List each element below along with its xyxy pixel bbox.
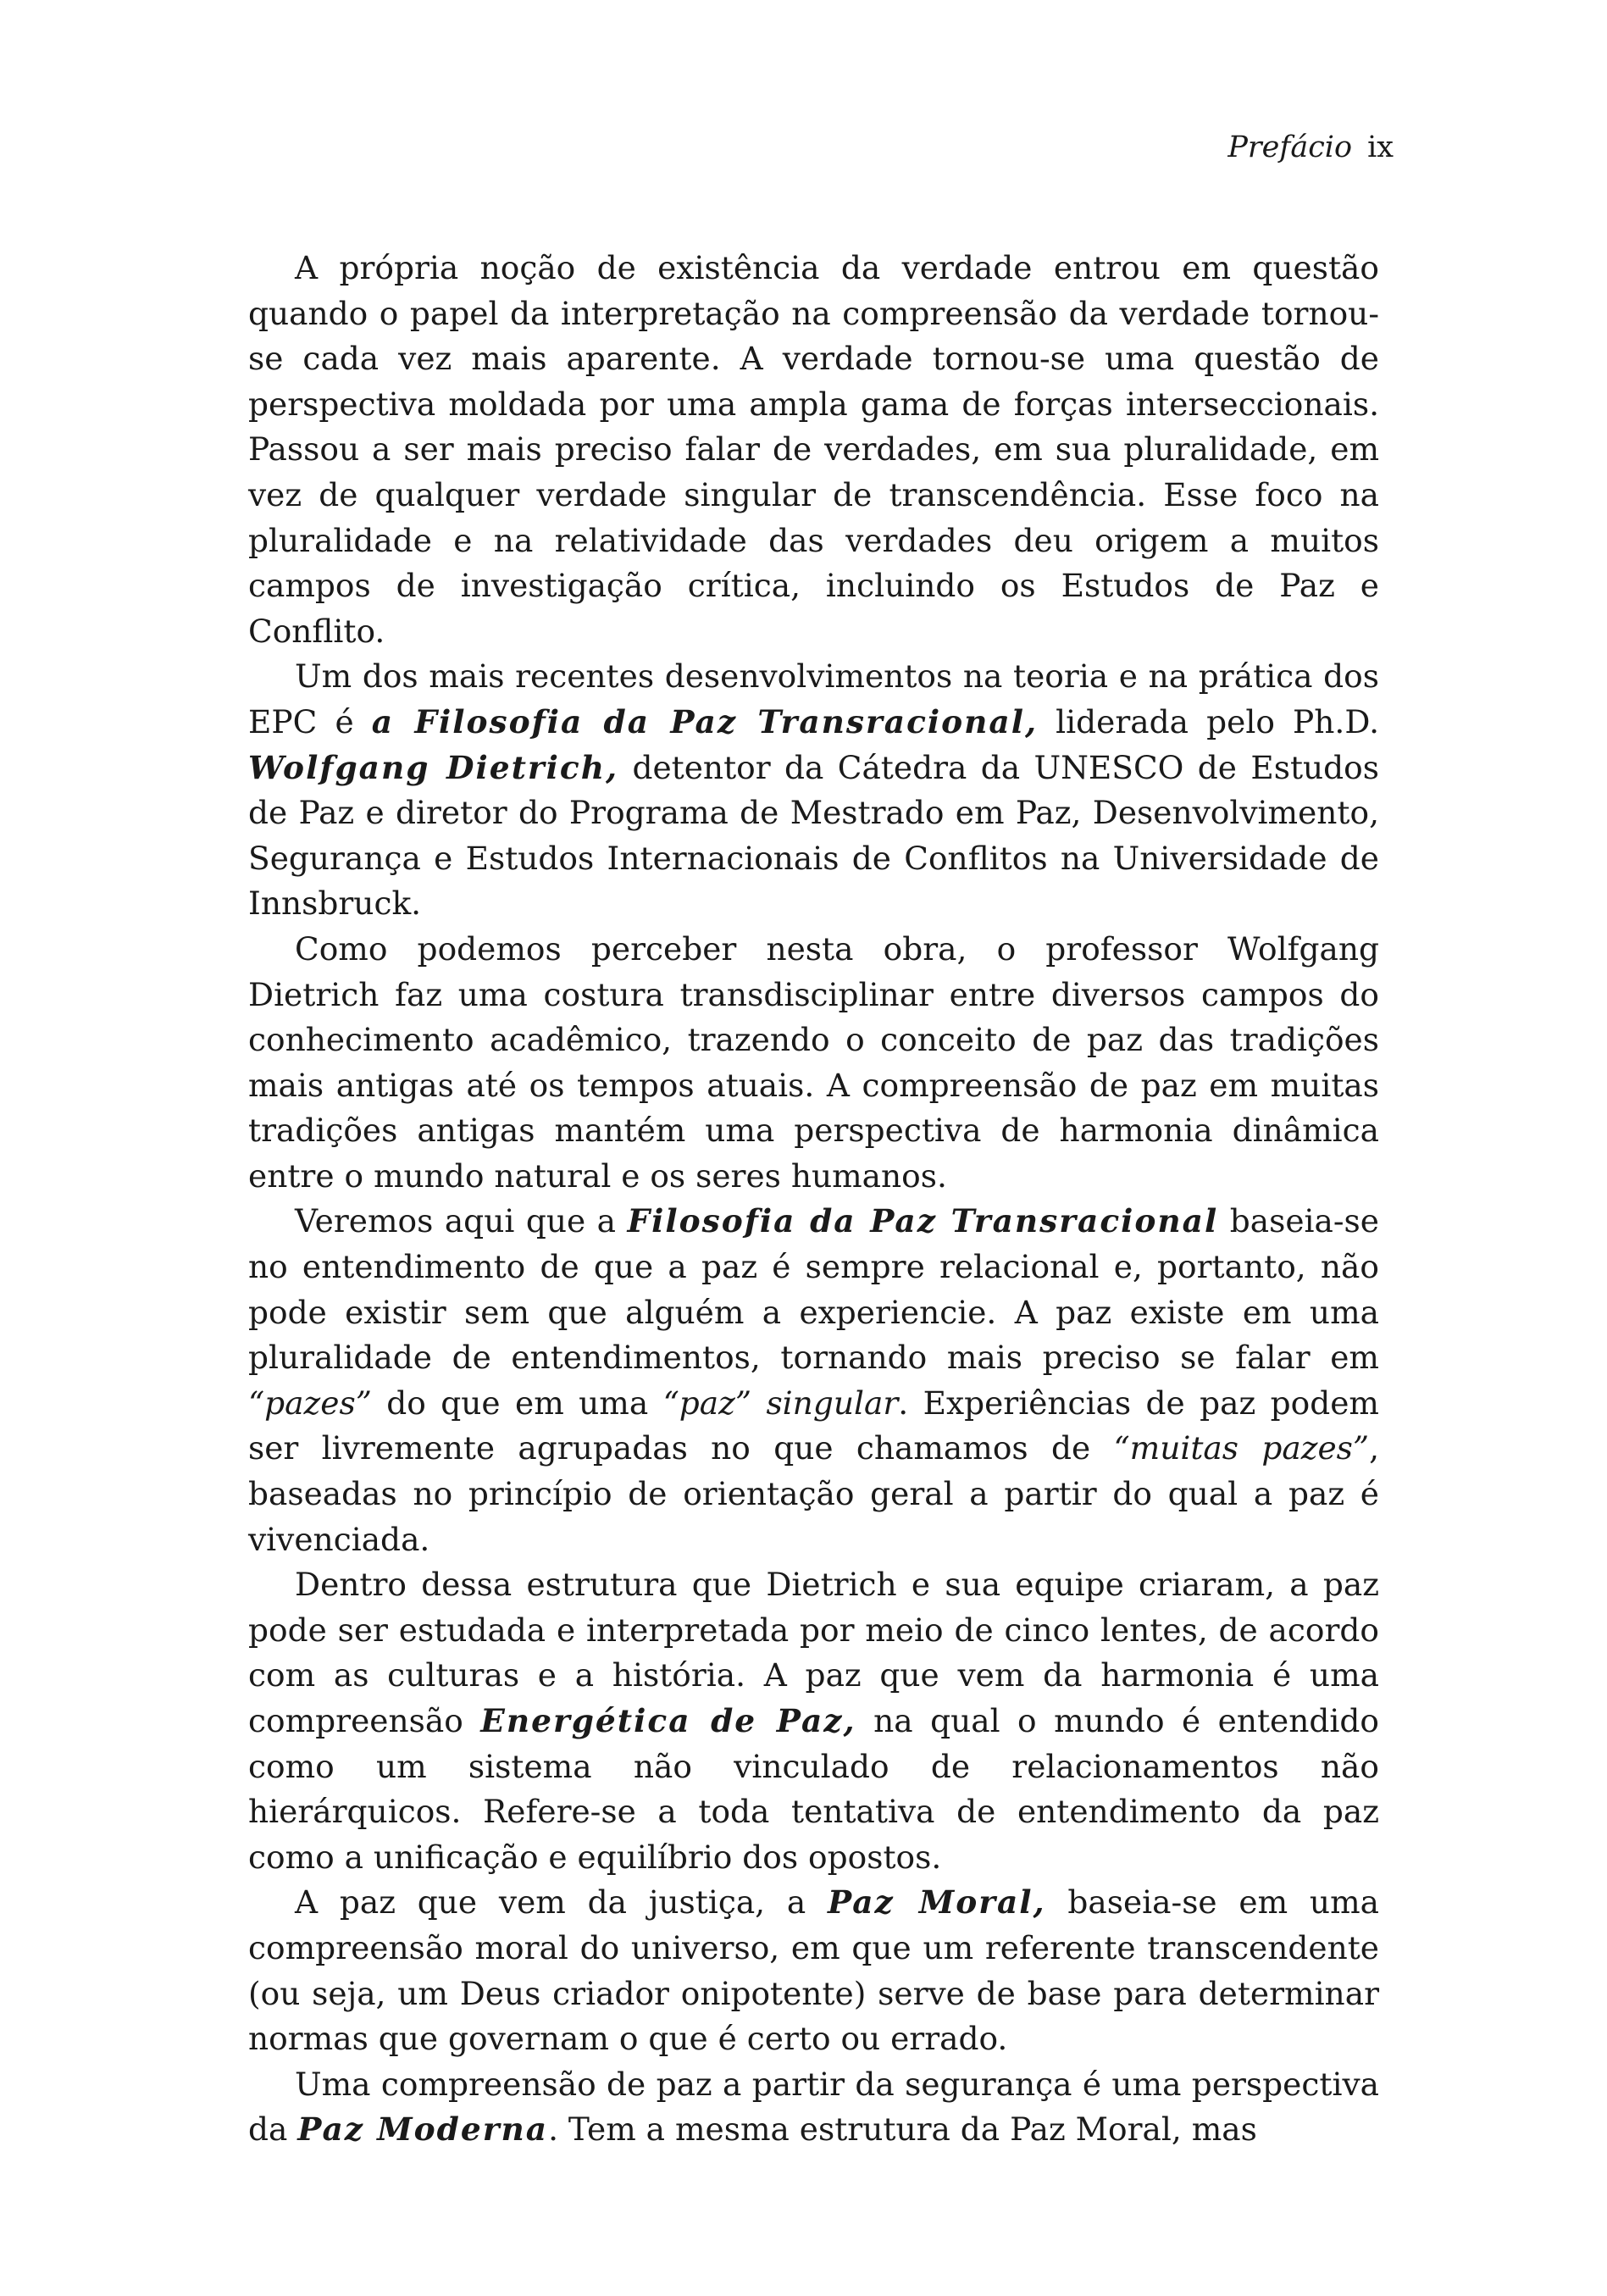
body-text <box>248 246 1379 2153</box>
running-title: Prefácio <box>1227 130 1353 164</box>
text-run: Uma compreensão de paz a partir da segurança é uma perspectiva da <box>248 2065 1379 2149</box>
text-run: Um dos mais recentes desenvolvimentos na teoria e na prática dos EPC é <box>248 657 1379 740</box>
emphasis-name: Wolfgang Dietrich, <box>248 748 619 786</box>
text-run: Como podemos perceber nesta obra, o professor Wolfgang Dietrich faz uma costura transdisciplinar entre diversos campos do conhecimento acadêmico, trazendo o conceito de paz das tradições mais antigas até os tempos atuais. A compreensão de paz em muitas tradições antigas mantém uma perspectiva de harmonia dinâmica entre o mundo natural e os seres humanos. <box>248 929 1379 1195</box>
text-run: baseia-se em uma compreensão moral do universo, em que um referente transcendente (ou seja, um Deus criador onipotente) serve de base para determinar normas que governam o que é certo ou errado. <box>248 1883 1380 2058</box>
italic-term: “paz” singular <box>662 1384 899 1422</box>
text-run: A própria noção de existência da verdade entrou em questão quando o papel da interpretação na compreensão da verdade tornou-se cada vez mais aparente. A verdade tornou-se uma questão de perspectiva moldada por uma ampla gama de forças interseccionais. Passou a ser mais preciso falar de verdades, em sua pluralidade, em vez de qualquer verdade singular de transcendência. Esse foco na pluralidade e na relatividade das verdades deu origem a muitos campos de investigação crítica, incluindo os Estudos de Paz e Conflito. <box>248 249 1379 650</box>
text-run: detentor da Cátedra da UNESCO de Estudos de Paz e diretor do Programa de Mestrado em Paz, Desenvolvimento, Segurança e Estudos Internacionais de Conflitos na Universidade de Innsbruck. <box>248 748 1380 923</box>
paragraph-5 <box>248 1562 1379 1880</box>
paragraph-7 <box>248 2062 1379 2153</box>
text-run: . Tem a mesma estrutura da Paz Moral, mas <box>548 2110 1257 2149</box>
text-run: do que em uma <box>371 1384 663 1422</box>
paragraph-4 <box>248 1199 1379 1562</box>
text-run: Dentro dessa estrutura que Dietrich e sua equipe criaram, a paz pode ser estudada e interpretada por meio de cinco lentes, de acordo com as culturas e a história. A paz que vem da harmonia é uma compreensão <box>248 1566 1379 1739</box>
text-run: na qual o mundo é entendido como um sistema não vinculado de relacionamentos não hierárquicos. Refere-se a toda tentativa de entendimento da paz como a unificação e equilíbrio dos opostos. <box>248 1702 1379 1876</box>
text-run: Veremos aqui que a <box>295 1202 628 1240</box>
italic-term: “pazes” <box>248 1384 372 1422</box>
paragraph-1 <box>248 246 1379 654</box>
emphasis-term: a Filosofia da Paz Transracional, <box>371 702 1039 740</box>
page-number: ix <box>1367 130 1394 164</box>
paragraph-2 <box>248 654 1379 927</box>
emphasis-term: Paz Moral, <box>828 1883 1046 1922</box>
italic-term: “muitas pazes” <box>1113 1429 1370 1467</box>
emphasis-term: Paz Moderna <box>297 2110 549 2149</box>
paragraph-3 <box>248 927 1379 1200</box>
text-run: . Experiências de paz podem ser livremente agrupadas no que chamamos de <box>248 1384 1379 1467</box>
text-run: , baseadas no princípio de orientação geral a partir do qual a paz é vivenciada. <box>248 1429 1379 1558</box>
emphasis-term: Energética de Paz, <box>480 1702 856 1739</box>
running-head <box>1227 129 1394 166</box>
text-run: liderada pelo Ph.D. <box>1038 702 1379 740</box>
paragraph-6 <box>248 1880 1379 2061</box>
text-run: A paz que vem da justiça, a <box>295 1883 828 1922</box>
text-run: baseia-se no entendimento de que a paz é sempre relacional e, portanto, não pode existir sem que alguém a experiencie. A paz existe em uma pluralidade de entendimentos, tornando mais preciso se falar em <box>248 1202 1379 1377</box>
emphasis-term: Filosofia da Paz Transracional <box>627 1202 1219 1240</box>
